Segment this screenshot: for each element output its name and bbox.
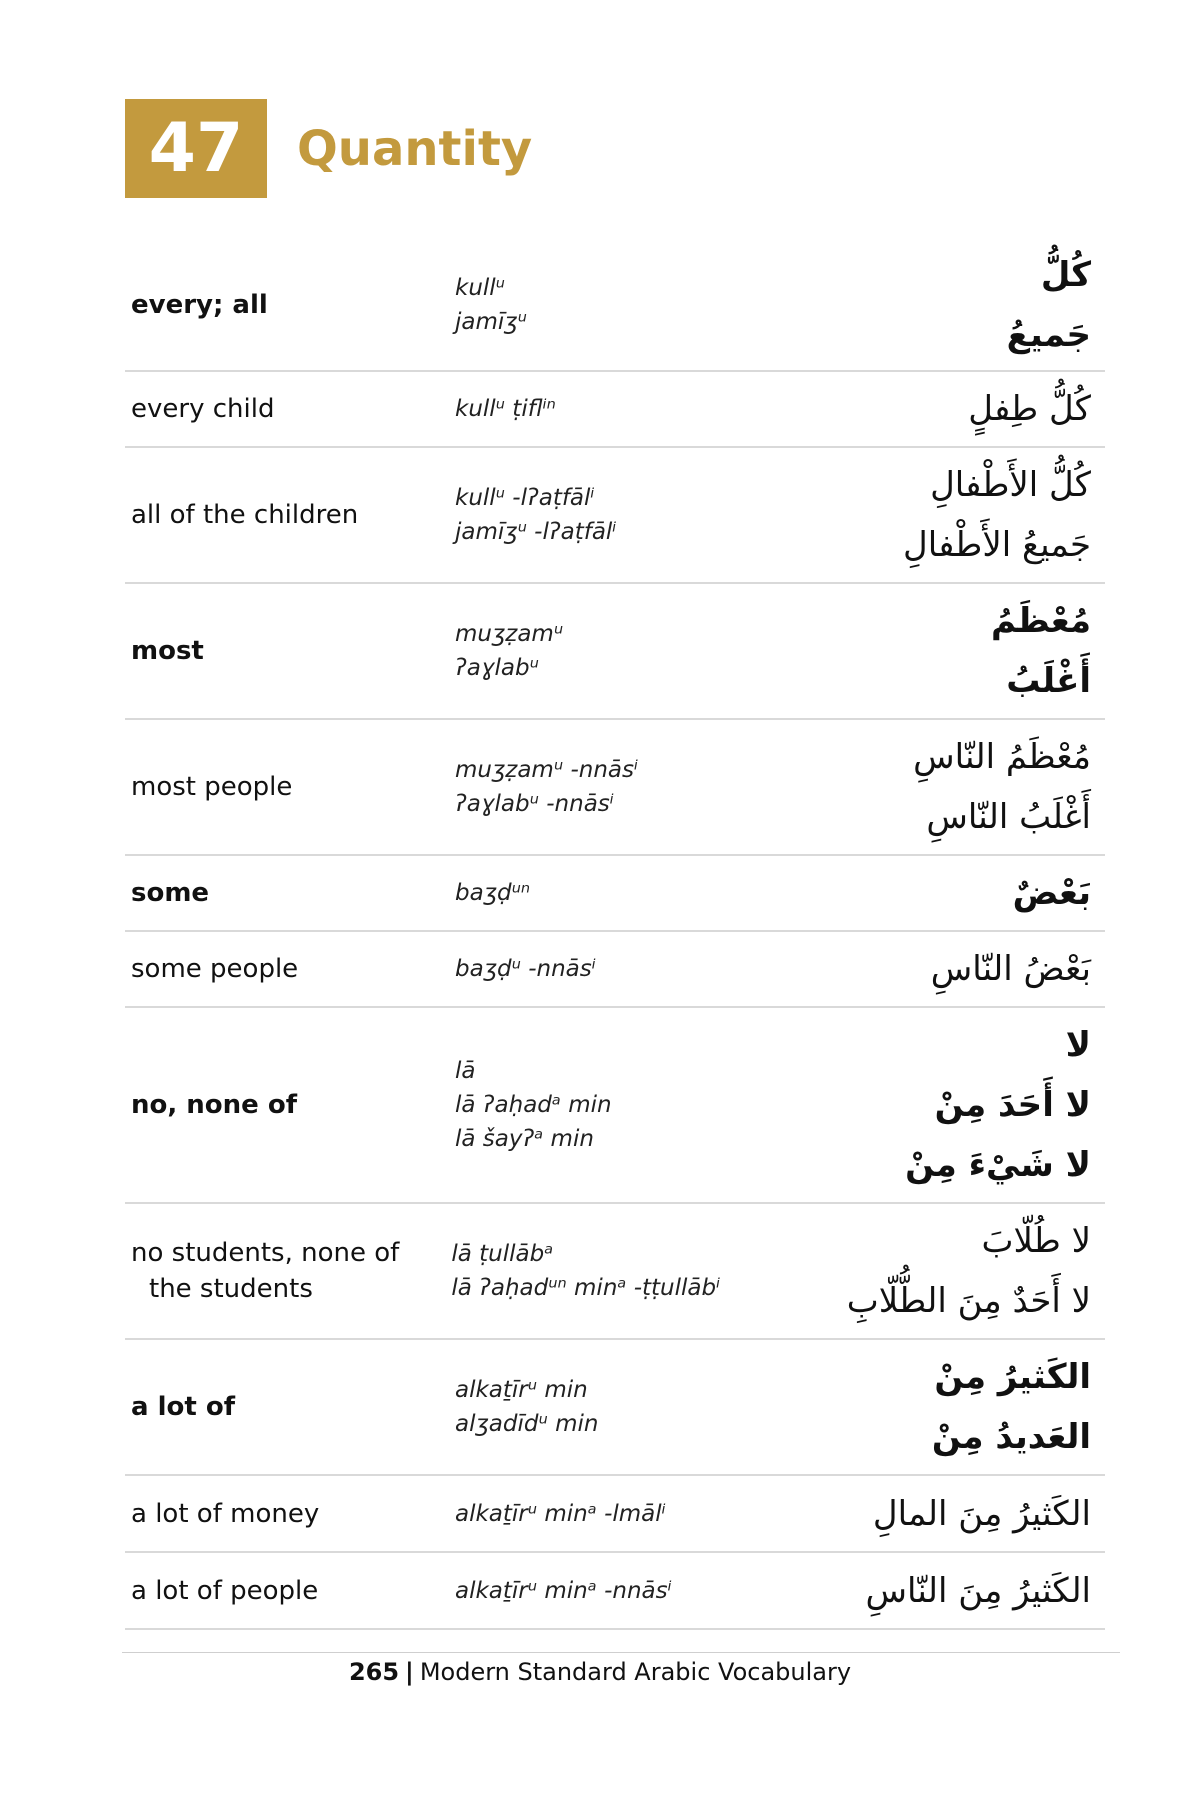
english-term: no, none of <box>131 1090 298 1120</box>
arabic-term: بَعْضٌ <box>1012 873 1091 913</box>
transliteration: lā lā ʔaḥadᵃ min lā šayʔᵃ min <box>455 1058 612 1152</box>
arabic-term: الكَثيرُ مِنَ النّاسِ <box>865 1570 1091 1611</box>
transliteration: kullᵘ jamīʒᵘ <box>455 275 527 335</box>
english-term: some <box>131 878 210 908</box>
english-term: no students, none of the students <box>131 1238 400 1304</box>
chapter-number: 47 <box>125 99 267 198</box>
english-term: a lot of people <box>131 1575 319 1606</box>
arabic-term: كُلُّ جَميعُ <box>1006 255 1091 355</box>
book-title: Modern Standard Arabic Vocabulary <box>419 1658 852 1686</box>
english-term: a lot of <box>131 1392 236 1422</box>
transliteration: kullᵘ ṭiflⁱⁿ <box>455 396 556 422</box>
table-row <box>125 240 1105 372</box>
chapter-title: Quantity <box>297 120 533 177</box>
footer-divider <box>122 1652 1120 1653</box>
page-footer <box>0 1658 1200 1686</box>
transliteration: muʒẓamᵘ ʔaɣlabᵘ <box>455 621 564 681</box>
arabic-term: بَعْضُ النّاسِ <box>930 949 1091 989</box>
english-term: most <box>131 636 204 666</box>
transliteration: alkaṯīrᵘ minᵃ -lmālⁱ <box>455 1500 666 1527</box>
vocabulary-table <box>125 240 1105 1630</box>
table-row <box>125 720 1105 856</box>
table-row <box>125 1553 1105 1630</box>
arabic-term: لا لا أَحَدَ مِنْ لا شَيْءَ مِنْ <box>905 1025 1091 1185</box>
table-row <box>125 584 1105 720</box>
transliteration: alkaṯīrᵘ minᵃ -nnāsⁱ <box>455 1577 672 1604</box>
transliteration: kullᵘ -lʔaṭfālⁱ jamīʒᵘ -lʔaṭfālⁱ <box>455 485 617 545</box>
table-row <box>125 932 1105 1008</box>
english-term: some people <box>131 954 299 984</box>
transliteration: baʒḍᵘ -nnāsⁱ <box>455 956 596 982</box>
transliteration: alkaṯīrᵘ min alʒadīdᵘ min <box>455 1377 599 1437</box>
page-number: 265 <box>348 1658 400 1686</box>
table-row <box>125 448 1105 584</box>
table-row <box>125 372 1105 448</box>
english-term: every child <box>131 394 275 424</box>
transliteration: lā ṭullābᵃ lā ʔaḥadᵘⁿ minᵃ -ṭṭullābⁱ <box>451 1241 721 1301</box>
table-row <box>125 1204 1105 1340</box>
table-row <box>125 1476 1105 1553</box>
transliteration: muʒẓamᵘ -nnāsⁱ ʔaɣlabᵘ -nnāsⁱ <box>455 757 639 817</box>
table-row <box>125 1340 1105 1476</box>
table-row <box>125 856 1105 932</box>
english-term: all of the children <box>131 500 359 530</box>
arabic-term: الكَثيرُ مِنْ العَديدُ مِنْ <box>931 1357 1091 1457</box>
english-term: every; all <box>131 290 268 320</box>
english-term: most people <box>131 772 293 802</box>
footer-separator: | <box>405 1658 414 1686</box>
chapter-header <box>125 99 532 198</box>
arabic-term: لا طُلّابَ لا أَحَدٌ مِنَ الطُّلّابِ <box>846 1221 1091 1321</box>
arabic-term: مُعْظَمُ أَغْلَبُ <box>990 601 1091 701</box>
table-row <box>125 1008 1105 1204</box>
arabic-term: كُلُّ طِفلٍ <box>968 389 1091 429</box>
english-term: a lot of money <box>131 1498 320 1529</box>
arabic-term: كُلُّ الأَطْفالِ جَميعُ الأَطْفالِ <box>903 465 1091 565</box>
transliteration: baʒḍᵘⁿ <box>455 880 531 906</box>
arabic-term: الكَثيرُ مِنَ المالِ <box>872 1493 1091 1534</box>
arabic-term: مُعْظَمُ النّاسِ أَغْلَبُ النّاسِ <box>913 737 1091 837</box>
